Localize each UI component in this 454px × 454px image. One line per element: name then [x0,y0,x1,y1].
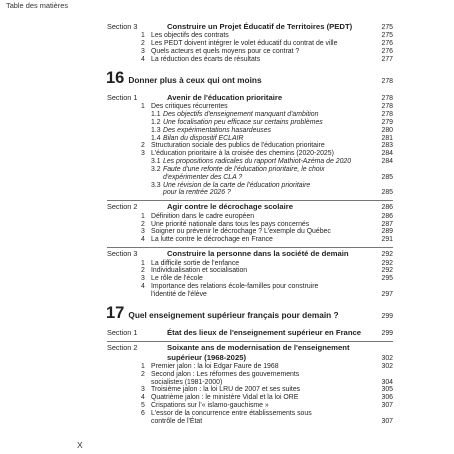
section-title: supérieur (1968-2025) [167,352,247,362]
chapter-number: 17 [106,303,125,322]
toc-item[interactable] [107,283,393,291]
section-title: Avenir de l'éducation prioritaire [167,92,283,102]
page-number: 302 [381,354,393,362]
item-number: 4 [141,394,145,402]
toc-subitem[interactable] [107,119,393,127]
subitem-number: 3.2 [151,165,161,173]
page-number: 307 [381,417,393,425]
toc-item[interactable] [107,48,393,56]
chapter-number: 16 [106,68,125,87]
section-heading[interactable] [107,22,393,32]
section-heading[interactable] [107,343,393,352]
page-number: 278 [381,94,393,102]
item-number: 2 [141,142,145,150]
chapter-heading[interactable] [107,69,393,88]
toc-subitem[interactable] [107,166,393,174]
item-title: Quatrième jalon : le ministère Vidal et la loi ORE [151,394,299,402]
page-number: 299 [381,329,393,337]
item-title: Crispations sur l'« islamo-gauchisme » [151,402,269,410]
section-label: Section 1 [107,327,138,337]
toc-item[interactable] [107,142,393,150]
chapter-title: Donner plus à ceux qui ont moins [128,74,262,85]
item-number: 2 [141,370,145,378]
item-title: Des objectifs d'enseignement manquant d'ambition [163,111,319,119]
item-number: 3 [141,386,145,394]
item-title: Une focalisation peu efficace sur certains problèmes [163,118,323,126]
toc-item[interactable] [107,386,393,394]
toc-subitem[interactable] [107,127,393,135]
toc-item[interactable] [107,228,393,236]
item-number: 3 [141,275,145,283]
chapter-heading[interactable] [107,304,393,323]
page-number: 281 [381,134,393,142]
toc-subitem-continued[interactable] [107,189,393,197]
toc-item[interactable] [107,260,393,268]
toc-subitem[interactable] [107,135,393,143]
item-title: La difficile sortie de l'enfance [151,259,240,267]
item-title: La lutte contre le décrochage en France [151,236,273,244]
page-number: 285 [381,173,393,181]
section-title: État des lieux de l'enseignement supérieur en France [167,327,362,337]
toc-item[interactable] [107,103,393,111]
item-number: 4 [141,55,145,63]
toc-subitem[interactable] [107,158,393,166]
toc-item[interactable] [107,394,393,402]
item-title: L'essor de la concurrence entre établissements sous [151,410,312,417]
page-number: 276 [381,40,393,48]
item-title: Soigner ou prévenir le décrochage ? L'exemple du Québec [151,228,331,236]
section-label: Section 2 [107,202,138,212]
page-number: 302 [381,362,393,370]
toc-item[interactable] [107,371,393,379]
toc-item-continued[interactable] [107,291,393,299]
chapter-title: Quel enseignement supérieur français pour demain ? [128,309,339,320]
page-number: 284 [381,158,393,166]
section-heading[interactable] [107,249,393,259]
item-title: Bilan du dispositif ECLAIR [163,134,244,142]
section-heading[interactable] [107,202,393,212]
item-title: contrôle de l'État [151,417,203,425]
page-number: 299 [381,312,393,320]
item-title: l'identité de l'élève [151,290,207,298]
item-title: Individualisation et socialisation [151,267,248,275]
page-number: 275 [381,32,393,40]
section-heading[interactable] [107,93,393,103]
table-of-contents [107,22,393,426]
page-number: 276 [381,48,393,56]
section-title: Construire un Projet Éducatif de Territoires (PEDT) [167,22,353,31]
item-title: Quels acteurs et quels moyens pour ce contrat ? [151,48,300,56]
item-title: d'expérimenter des CLA ? [163,173,243,181]
section-heading-continued[interactable] [107,353,393,363]
item-title: Les propositions radicales du rapport Mathiot-Azéma de 2020 [163,158,352,166]
item-title: Importance des relations école-familles pour construire [151,283,319,291]
item-number: 5 [141,402,145,410]
page-number: 286 [381,212,393,220]
item-title: socialistes (1981-2000) [151,378,223,386]
toc-item[interactable] [107,150,393,158]
page-number: 278 [381,77,393,85]
page-number: 287 [381,220,393,228]
toc-item[interactable] [107,213,393,221]
toc-item[interactable] [107,32,393,40]
toc-item[interactable] [107,402,393,410]
page-number: 277 [381,55,393,63]
section-label: Section 1 [107,92,138,102]
item-title: Une priorité nationale dans tous les pays concernés [151,220,310,228]
item-number: 2 [141,267,145,275]
toc-item-continued[interactable] [107,418,393,426]
subitem-number: 1.2 [151,118,161,126]
toc-item[interactable] [107,410,393,418]
item-title: Premier jalon : la loi Edgar Faure de 1968 [151,362,279,370]
section-title: Soixante ans de modernisation de l'enseignement [167,343,350,353]
section-heading[interactable] [107,328,393,338]
item-title: Définition dans le cadre européen [151,212,255,220]
page-number: 291 [381,236,393,244]
page-number: 292 [381,267,393,275]
item-number: 1 [141,212,145,220]
item-title: La réduction des écarts de résultats [151,55,261,63]
toc-subitem[interactable] [107,182,393,190]
item-title: Des critiques récurrentes [151,103,228,111]
item-number: 3 [141,48,145,56]
page-number: 297 [381,290,393,298]
item-title: Faute d'une refonte de l'éducation prioritaire, le choix [163,165,325,173]
item-number: 4 [141,283,145,291]
item-title: Les objectifs des contrats [151,32,229,40]
page-number: 286 [381,204,393,212]
section-divider [107,247,393,248]
toc-item[interactable] [107,221,393,229]
page-number: 305 [381,386,393,394]
toc-item[interactable] [107,236,393,244]
item-title: Des expérimentations hasardeuses [163,126,272,134]
section-title: Agir contre le décrochage scolaire [167,202,294,212]
item-number: 3 [141,150,145,158]
item-title: pour la rentrée 2026 ? [163,189,231,197]
item-number: 1 [141,362,145,370]
item-title: Les PEDT doivent intégrer le volet éducatif du contrat de ville [151,40,338,48]
item-title: Une révision de la carte de l'éducation prioritaire [163,181,311,189]
page-number: 278 [381,103,393,111]
toc-item[interactable] [107,56,393,64]
page-number: 304 [381,378,393,386]
item-number: 6 [141,410,145,417]
page-number: 292 [381,251,393,259]
page-number: 306 [381,394,393,402]
section-label: Section 3 [107,249,138,259]
page-number: 284 [381,150,393,158]
subitem-number: 1.4 [151,134,161,142]
item-title: Troisième jalon : la loi LRU de 2007 et ses suites [151,386,301,394]
item-number: 3 [141,228,145,236]
running-head: Table des matières [6,1,69,10]
page-number: 285 [381,189,393,197]
page-number: 292 [381,259,393,267]
page-number: 307 [381,402,393,410]
item-number: 2 [141,40,145,48]
page-number: 283 [381,142,393,150]
item-number: 1 [141,259,145,267]
page-number: 280 [381,126,393,134]
toc-subitem-continued[interactable] [107,174,393,182]
page-number: 279 [381,118,393,126]
page-number: 289 [381,228,393,236]
item-title: Structuration sociale des publics de l'éducation prioritaire [151,142,325,150]
section-divider [107,200,393,201]
toc-subitem[interactable] [107,111,393,119]
item-title: Le rôle de l'école [151,275,203,283]
section-title: Construire la personne dans la société de demain [167,249,349,259]
subitem-number: 1.1 [151,111,161,119]
item-number: 1 [141,32,145,40]
subitem-number: 1.3 [151,126,161,134]
toc-item[interactable] [107,267,393,275]
section-label: Section 3 [107,22,138,31]
item-number: 1 [141,103,145,111]
toc-item[interactable] [107,363,393,371]
toc-item[interactable] [107,40,393,48]
item-number: 2 [141,220,145,228]
page-number: 278 [381,111,393,119]
item-title: Second jalon : Les réformes des gouvernements [151,370,300,378]
item-title: L'éducation prioritaire à la croisée des chemins (2020-2025) [151,150,334,158]
page-number: 295 [381,275,393,283]
section-label: Section 2 [107,343,138,353]
subitem-number: 3.3 [151,181,161,189]
section-divider [107,341,393,342]
item-number: 4 [141,236,145,244]
subitem-number: 3.1 [151,158,161,166]
toc-item[interactable] [107,275,393,283]
page-folio: X [77,440,83,450]
page-number: 275 [381,24,393,31]
toc-item-continued[interactable] [107,379,393,387]
